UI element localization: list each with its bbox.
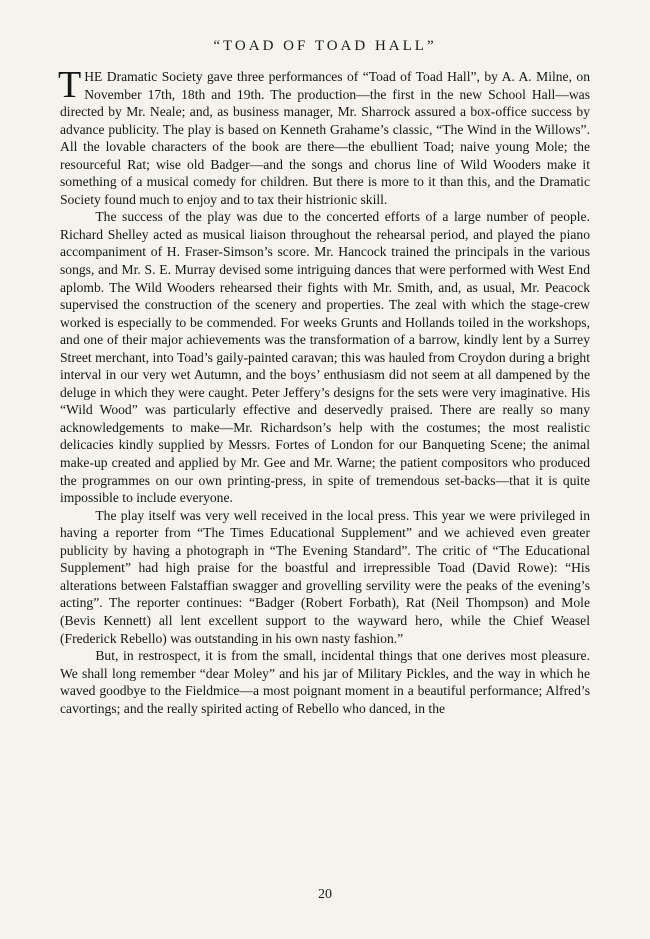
article-body: [58, 64, 590, 717]
paragraph-2: The success of the play was due to the concerted efforts of a large number of people. Richard Shelley acted as musical liaison throughout the rehearsal period, and played the piano accompaniment of H. Fraser-Simson’s score. Mr. Hancock trained the principals in the various songs, and Mr. S. E. Murray devised some intriguing dances that were performed with West End aplomb. The Wild Wooders rehearsed their fights with Mr. Smith, and, as usual, Mr. Peacock supervised the construction of the scenery and properties. The zeal with which the stage-crew worked is especially to be commended. For weeks Grunts and Hollands toiled in the workshops, and one of their major achievements was the transformation of a barrow, kindly lent by a Surrey Street merchant, into Toad’s gaily-painted caravan; this was hauled from Croydon during a bright interval in our very wet Autumn, and the boys’ enthusiasm did not seem at all dampened by the deluge in which they were caught. Peter Jeffery’s designs for the sets were very imaginative. His “Wild Wood” was particularly effective and deservedly praised. There are really so many acknowledgements to make—Mr. Richardson’s help with the costumes; the most realistic delicacies kindly supplied by Messrs. Fortes of London for our Banqueting Scene; the animal make-up created and applied by Mr. Gee and Mr. Warne; the patient compositors who produced the programmes on our own printing-press, in spite of tremendous set-backs—that it is quite impossible to include everyone.: [60, 209, 590, 506]
page-number: 20: [318, 887, 332, 902]
article-title: “TOAD OF TOAD HALL”: [213, 38, 437, 54]
paragraph-4: But, in restrospect, it is from the small, incidental things that one derives most pleasure. We shall long remember “dear Moley” and his jar of Military Pickles, and the way in which he waved goodbye to the Fieldmice—a most poignant moment in a beautiful performance; Alfred’s cavortings; and the really spirited acting of Rebello who danced, in the: [60, 648, 590, 716]
drop-cap: T: [58, 64, 82, 106]
paragraph-3: The play itself was very well received in the local press. This year we were privileged in having a reporter from “The Times Educational Supplement” and we achieved even greater publicity by having a photograph in “The Evening Standard”. The critic of “The Educational Supplement” had high praise for the boastful and irrepressible Toad (David Rowe): “His alterations between Falstaffian swagger and grovelling servility were the peaks of the evening’s acting”. The reporter continues: “Badger (Robert Forbath), Rat (Neil Thompson) and Mole (Bevis Kennett) all lent excellent support to the wayward hero, while the Chief Weasel (Frederick Rebello) was outstanding in his own nasty fashion.”: [60, 507, 590, 646]
paragraph-1: [58, 64, 590, 208]
paragraph-1-text: HE Dramatic Society gave three performances of “Toad of Toad Hall”, by A. A. Milne, on November 17th, 18th and 19th. The production—the first in the new School Hall—was directed by Mr. Neale; and, as business manager, Mr. Sharrock assured a box-office success by advance publicity. The play is based on Kenneth Grahame’s classic, “The Wind in the Willows”. All the lovable characters of the book are there—the ebullient Toad; naive young Mole; the resourceful Rat; wise old Badger—and the songs and chorus line of Wild Wooders make it something of a musical comedy for children. But there is more to it than this, and the Dramatic Society found much to enjoy and to tax their histrionic skill.: [60, 69, 590, 207]
